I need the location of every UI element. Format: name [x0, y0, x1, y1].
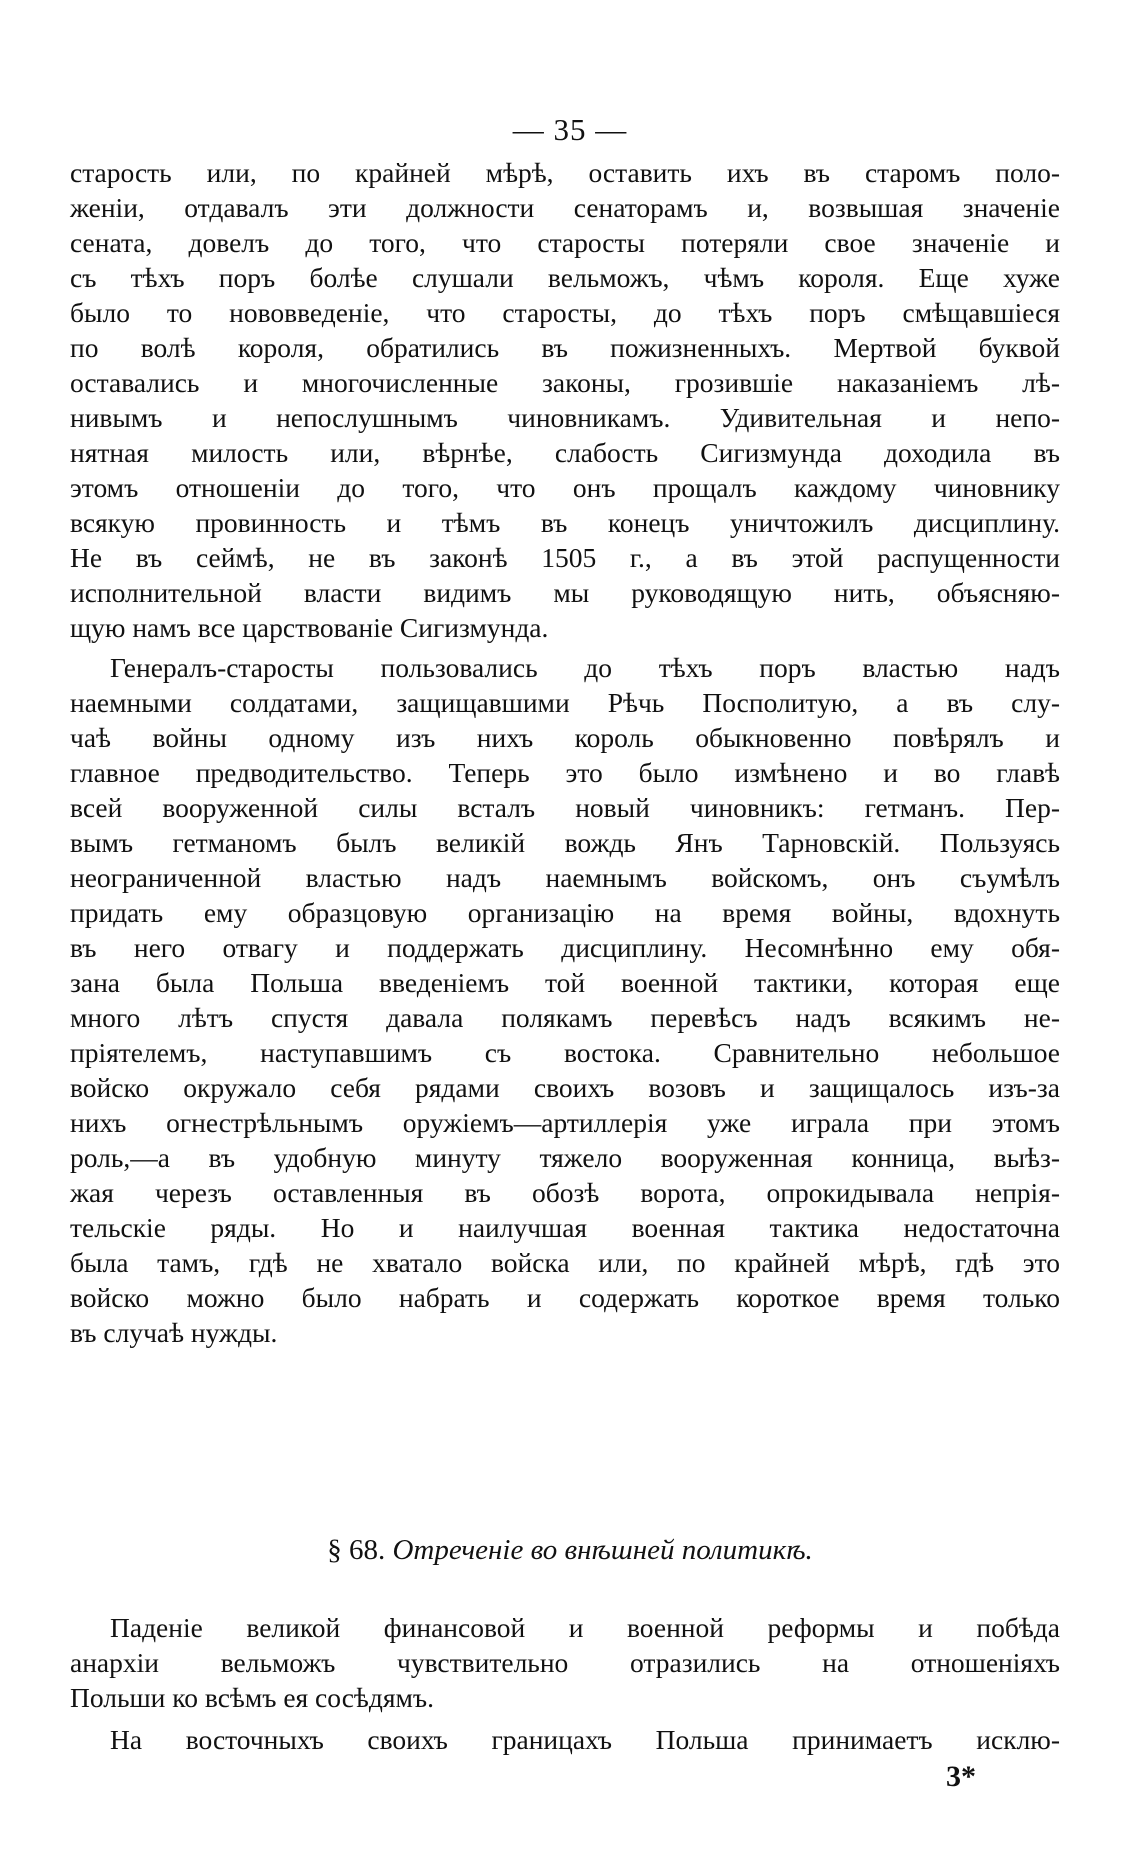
text-line: нихъ огнестрѣльнымъ оружіемъ—артиллерія уже играла при этомъ: [70, 1107, 1060, 1138]
signature-mark: 3*: [946, 1760, 976, 1793]
text-line: пріятелемъ, наступавшимъ съ востока. Сравнительно небольшое: [70, 1037, 1060, 1068]
text-line: анархіи вельможъ чувствительно отразились на отношеніяхъ: [70, 1647, 1060, 1678]
text-line: нятная милость или, вѣрнѣе, слабость Сигизмунда доходила въ: [70, 437, 1060, 468]
text-line: вымъ гетманомъ былъ великій вождь Янъ Тарновскій. Пользуясь: [70, 827, 1060, 858]
text-line: зана была Польша введеніемъ той военной тактики, которая еще: [70, 967, 1060, 998]
text-line: щую намъ все царствованіе Сигизмунда.: [70, 612, 549, 643]
text-line: войско можно было набрать и содержать короткое время только: [70, 1282, 1060, 1313]
text-line: сената, довелъ до того, что старосты потеряли свое значеніе и: [70, 227, 1060, 258]
text-line: Не въ сеймѣ, не въ законѣ 1505 г., а въ этой распущенности: [70, 542, 1060, 573]
text-line: этомъ отношеніи до того, что онъ прощалъ каждому чиновнику: [70, 472, 1060, 503]
text-line: Паденіе великой финансовой и военной реформы и побѣда: [110, 1612, 1060, 1643]
text-line: нивымъ и непослушнымъ чиновникамъ. Удивительная и непо-: [70, 402, 1060, 433]
text-line: чаѣ войны одному изъ нихъ король обыкновенно повѣрялъ и: [70, 722, 1060, 753]
text-line: роль,—а въ удобную минуту тяжело вооруженная конница, выѣз-: [70, 1142, 1060, 1173]
text-line: въ случаѣ нужды.: [70, 1317, 278, 1348]
text-line: На восточныхъ своихъ границахъ Польша принимаетъ исклю-: [110, 1724, 1060, 1755]
text-line: войско окружало себя рядами своихъ возовъ и защищалось изъ-за: [70, 1072, 1060, 1103]
text-line: въ него отвагу и поддержать дисциплину. Несомнѣнно ему обя-: [70, 932, 1060, 963]
text-line: по волѣ короля, обратились въ пожизненныхъ. Мертвой буквой: [70, 332, 1060, 363]
text-line: было то нововведеніе, что старосты, до тѣхъ поръ смѣщавшіеся: [70, 297, 1060, 328]
text-line: всей вооруженной силы всталъ новый чиновникъ: гетманъ. Пер-: [70, 792, 1060, 823]
section-heading: [0, 1530, 1140, 1570]
text-line: съ тѣхъ поръ болѣе слушали вельможъ, чѣмъ короля. Еще хуже: [70, 262, 1060, 293]
text-line: оставались и многочисленные законы, грозившіе наказаніемъ лѣ-: [70, 367, 1060, 398]
text-line: жая черезъ оставленныя въ обозѣ ворота, опрокидывала непрія-: [70, 1177, 1060, 1208]
text-line: главное предводительство. Теперь это было измѣнено и во главѣ: [70, 757, 1060, 788]
text-line: была тамъ, гдѣ не хватало войска или, по крайней мѣрѣ, гдѣ это: [70, 1247, 1060, 1278]
text-line: тельскіе ряды. Но и наилучшая военная тактика недостаточна: [70, 1212, 1060, 1243]
text-line: много лѣтъ спустя давала полякамъ перевѣсъ надъ всякимъ не-: [70, 1002, 1060, 1033]
text-line: старость или, по крайней мѣрѣ, оставить ихъ въ старомъ поло-: [70, 157, 1060, 188]
text-line: женіи, отдавалъ эти должности сенаторамъ и, возвышая значеніе: [70, 192, 1060, 223]
section-title: Отреченіе во внѣшней политикѣ.: [392, 1534, 813, 1566]
text-line: Польши ко всѣмъ ея сосѣдямъ.: [70, 1682, 434, 1713]
page-number: — 35 —: [512, 112, 628, 147]
text-line: исполнительной власти видимъ мы руководящую нить, объясняю-: [70, 577, 1060, 608]
text-line: Генералъ-старосты пользовались до тѣхъ поръ властью надъ: [110, 652, 1060, 683]
text-line: наемными солдатами, защищавшими Рѣчь Посполитую, а въ слу-: [70, 687, 1060, 718]
text-line: придать ему образцовую организацію на время войны, вдохнуть: [70, 897, 1060, 928]
text-line: всякую провинность и тѣмъ въ конецъ уничтожилъ дисциплину.: [70, 507, 1060, 538]
text-line: неограниченной властью надъ наемнымъ войскомъ, онъ съумѣлъ: [70, 862, 1060, 893]
section-number: § 68.: [327, 1534, 386, 1566]
